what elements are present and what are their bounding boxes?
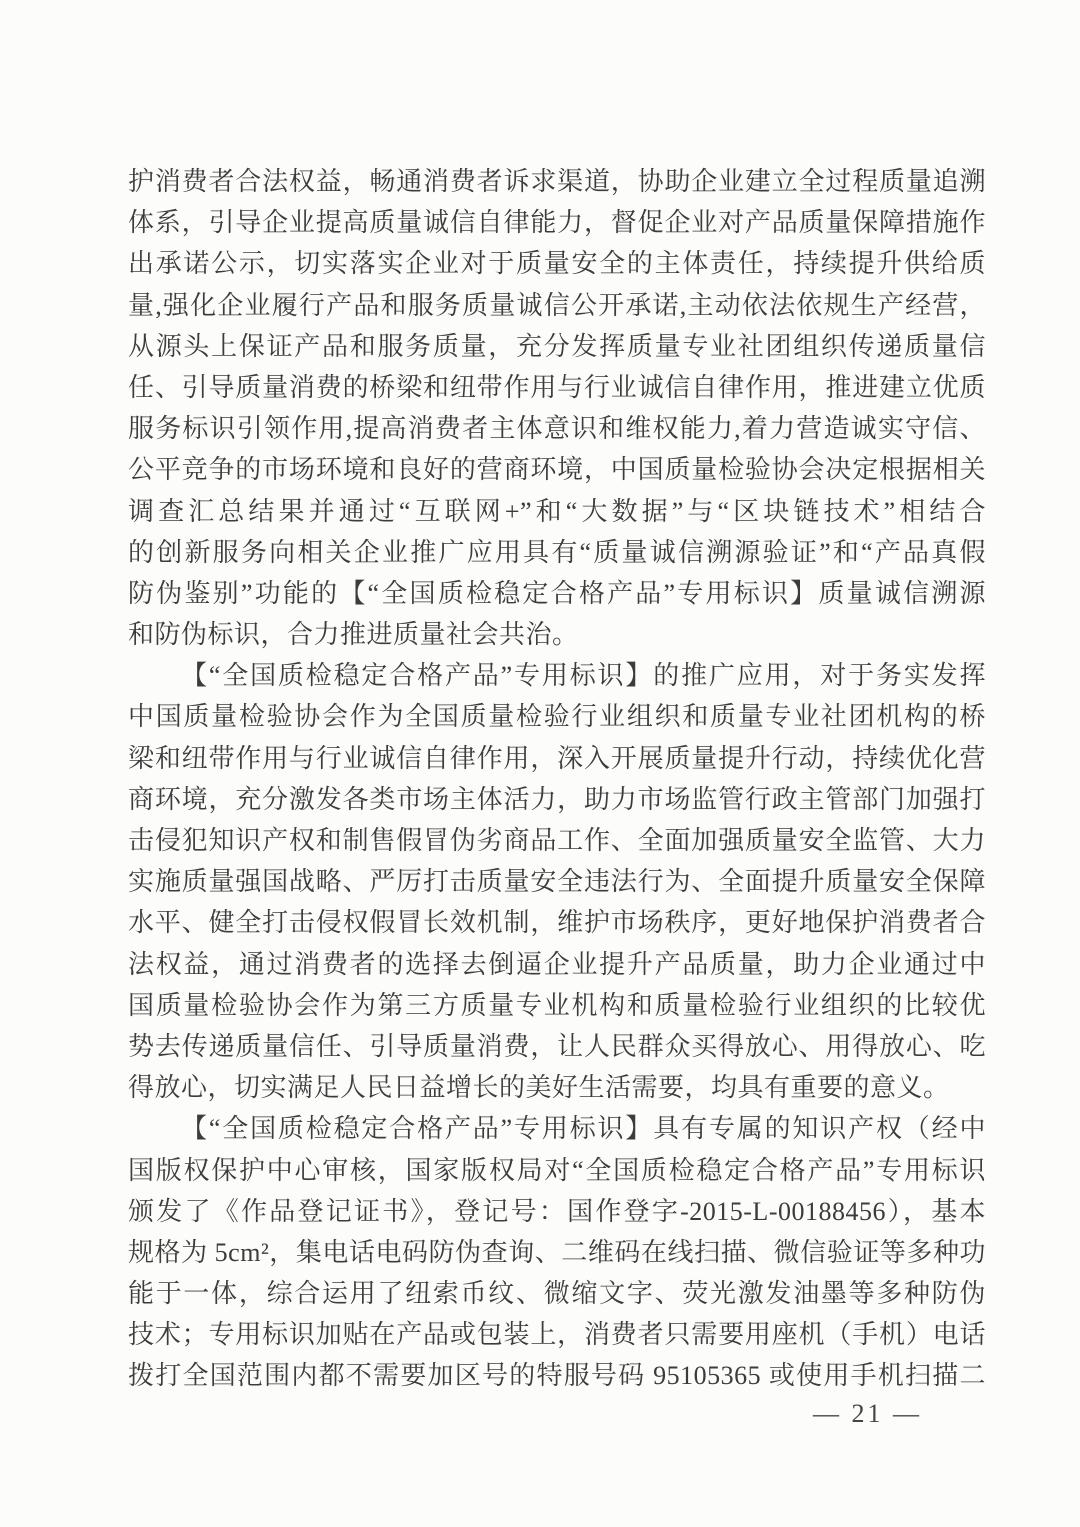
text-line: 调查汇总结果并通过“互联网+”和“大数据”与“区块链技术”相结合 (128, 496, 986, 526)
text-line: 公平竞争的市场环境和良好的营商环境，中国质量检验协会决定根据相关 (128, 455, 986, 485)
text-line: 和防伪标识，合力推进质量社会共治。 (128, 620, 579, 650)
text-line: 颁发了《作品登记证书》，登记号：国作登字-2015-L-00188456），基本 (128, 1196, 986, 1226)
text-line: 服务标识引领作用,提高消费者主体意识和维权能力,着力营造诚实守信、 (128, 414, 986, 444)
text-line: 国质量检验协会作为第三方质量专业机构和质量检验行业组织的比较优 (128, 990, 986, 1020)
text-line: 量,强化企业履行产品和服务质量诚信公开承诺,主动依法依规生产经营， (128, 290, 986, 320)
text-line: 技术；专用标识加贴在产品或包装上，消费者只需要用座机（手机）电话 (128, 1320, 986, 1350)
text-line: 任、引导质量消费的桥梁和纽带作用与行业诚信自律作用，推进建立优质 (128, 372, 986, 402)
text-line: 击侵犯知识产权和制售假冒伪劣商品工作、全面加强质量安全监管、大力 (128, 826, 986, 855)
text-line: 体系，引导企业提高质量诚信自律能力，督促企业对产品质量保障措施作 (128, 208, 986, 238)
text-line: 防伪鉴别”功能的【“全国质检稳定合格产品”专用标识】质量诚信溯源 (128, 578, 986, 608)
text-line: 得放心，切实满足人民日益增长的美好生活需要，均具有重要的意义。 (128, 1073, 950, 1103)
text-line: 从源头上保证产品和服务质量，充分发挥质量专业社团组织传递质量信 (128, 331, 986, 361)
text-line: 梁和纽带作用与行业诚信自律作用，深入开展质量提升行动，持续优化营 (128, 743, 986, 773)
document-body (128, 161, 986, 1397)
text-line: 势去传递质量信任、引导质量消费，让人民群众买得放心、用得放心、吃 (128, 1031, 986, 1061)
text-line: 【“全国质检稳定合格产品”专用标识】具有专属的知识产权（经中 (181, 1114, 986, 1144)
text-line: 规格为 5cm²，集电话电码防伪查询、二维码在线扫描、微信验证等多种功 (128, 1237, 986, 1267)
page-number: — 21 — (813, 1399, 922, 1428)
text-line: 护消费者合法权益，畅通消费者诉求渠道，协助企业建立全过程质量追溯 (128, 167, 986, 196)
text-line: 出承诺公示，切实落实企业对于质量安全的主体责任，持续提升供给质 (128, 249, 986, 279)
text-line: 水平、健全打击侵权假冒长效机制，维护市场秩序，更好地保护消费者合 (128, 908, 986, 938)
text-line: 拨打全国范围内都不需要加区号的特服号码 95105365 或使用手机扫描二 (128, 1361, 986, 1391)
text-line: 的创新服务向相关企业推广应用具有“质量诚信溯源验证”和“产品真假 (128, 537, 986, 567)
text-line: 国版权保护中心审核，国家版权局对“全国质检稳定合格产品”专用标识 (128, 1155, 986, 1185)
text-line: 【“全国质检稳定合格产品”专用标识】的推广应用，对于务实发挥 (181, 661, 986, 691)
text-line: 中国质量检验协会作为全国质量检验行业组织和质量专业社团机构的桥 (128, 702, 986, 732)
text-line: 能于一体，综合运用了纽索币纹、微缩文字、荧光激发油墨等多种防伪 (128, 1279, 986, 1309)
text-line: 法权益，通过消费者的选择去倒逼企业提升产品质量，助力企业通过中 (128, 949, 986, 979)
text-line: 商环境，充分激发各类市场主体活力，助力市场监管行政主管部门加强打 (128, 784, 986, 814)
text-line: 实施质量强国战略、严厉打击质量安全违法行为、全面提升质量安全保障 (128, 867, 986, 897)
